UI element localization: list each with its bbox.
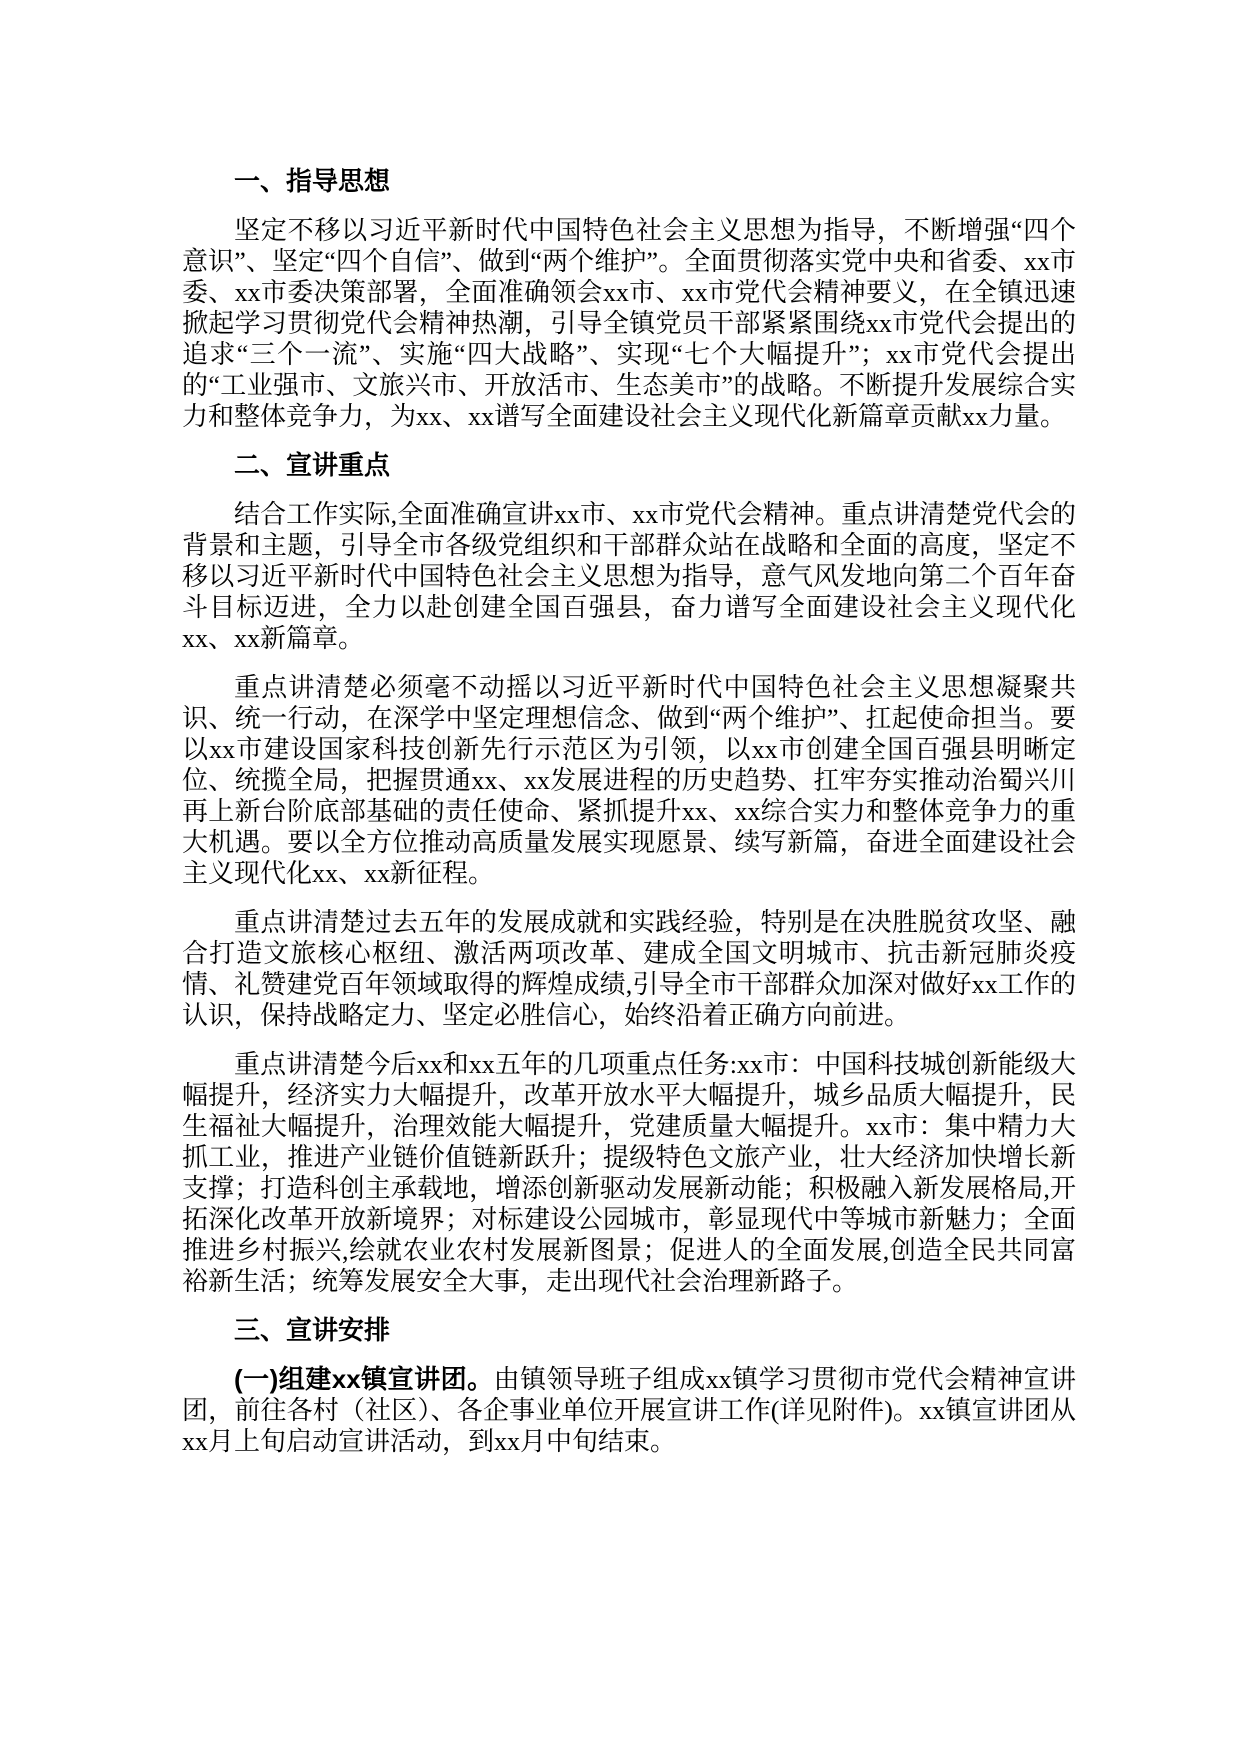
section-heading-guiding-ideology: 一、指导思想 <box>234 166 391 196</box>
paragraph-lecture-focus-3: 重点讲清楚过去五年的发展成就和实践经验，特别是在决胜脱贫攻坚、融合打造文旅核心枢纽、激活两项改革、建成全国文明城市、抗击新冠肺炎疫情、礼赞建党百年领域取得的辉煌成绩,引导全市干部群众加深对做好xx工作的认识，保持战略定力、坚定必胜信心，始终沿着正确方向前进。 <box>182 908 1076 1030</box>
paragraph-lead-rest: 由镇领导班子组成xx镇学习贯彻市党代会精神宣讲团，前往各村（社区）、各企事业单位开展宣讲工作(详见附件)。xx镇宣讲团从xx月上旬启动宣讲活动，到xx月中旬结束。 <box>182 1365 1076 1456</box>
paragraph-lecture-arrangement-1 <box>182 1364 1076 1457</box>
paragraph-lecture-focus-2: 重点讲清楚必须毫不动摇以习近平新时代中国特色社会主义思想凝聚共识、统一行动，在深学中坚定理想信念、做到“两个维护”、扛起使命担当。要以xx市建设国家科技创新先行示范区为引领，以xx市创建全国百强县明晰定位、统揽全局，把握贯通xx、xx发展进程的历史趋势、扛牢夯实推动治蜀兴川再上新台阶底部基础的责任使命、紧抓提升xx、xx综合实力和整体竞争力的重大机遇。要以全方位推动高质量发展实现愿景、续写新篇，奋进全面建设社会主义现代化xx、xx新征程。 <box>182 673 1076 888</box>
section-heading-lecture-arrangement: 三、宣讲安排 <box>234 1315 391 1345</box>
paragraph-lecture-focus-1: 结合工作实际,全面准确宣讲xx市、xx市党代会精神。重点讲清楚党代会的背景和主题，引导全市各级党组织和干部群众站在战略和全面的高度，坚定不移以习近平新时代中国特色社会主义思想为指导，意气风发地向第二个百年奋斗目标迈进，全力以赴创建全国百强县，奋力谱写全面建设社会主义现代化xx、xx新篇章。 <box>182 500 1076 653</box>
paragraph-lecture-focus-4: 重点讲清楚今后xx和xx五年的几项重点任务:xx市：中国科技城创新能级大幅提升，经济实力大幅提升，改革开放水平大幅提升，城乡品质大幅提升，民生福祉大幅提升，治理效能大幅提升，党建质量大幅提升。xx市：集中精力大抓工业，推进产业链价值链新跃升；提级特色文旅产业，壮大经济加快增长新支撑；打造科创主承载地，增添创新驱动发展新动能；积极融入新发展格局,开拓深化改革开放新境界；对标建设公园城市，彰显现代中等城市新魅力；全面推进乡村振兴,绘就农业农村发展新图景；促进人的全面发展,创造全民共同富裕新生活；统筹发展安全大事，走出现代社会治理新路子。 <box>182 1050 1076 1296</box>
paragraph-lead-bold: (一)组建xx镇宣讲团。 <box>234 1364 494 1394</box>
document-body <box>182 166 1076 1457</box>
section-heading-lecture-focus: 二、宣讲重点 <box>234 450 391 480</box>
paragraph-guiding-ideology: 坚定不移以习近平新时代中国特色社会主义思想为指导，不断增强“四个意识”、坚定“四个自信”、做到“两个维护”。全面贯彻落实党中央和省委、xx市委、xx市委决策部署，全面准确领会xx市、xx市党代会精神要义，在全镇迅速掀起学习贯彻党代会精神热潮，引导全镇党员干部紧紧围绕xx市党代会提出的追求“三个一流”、实施“四大战略”、实现“七个大幅提升”；xx市党代会提出的“工业强市、文旅兴市、开放活市、生态美市”的战略。不断提升发展综合实力和整体竞争力，为xx、xx谱写全面建设社会主义现代化新篇章贡献xx力量。 <box>182 216 1076 431</box>
